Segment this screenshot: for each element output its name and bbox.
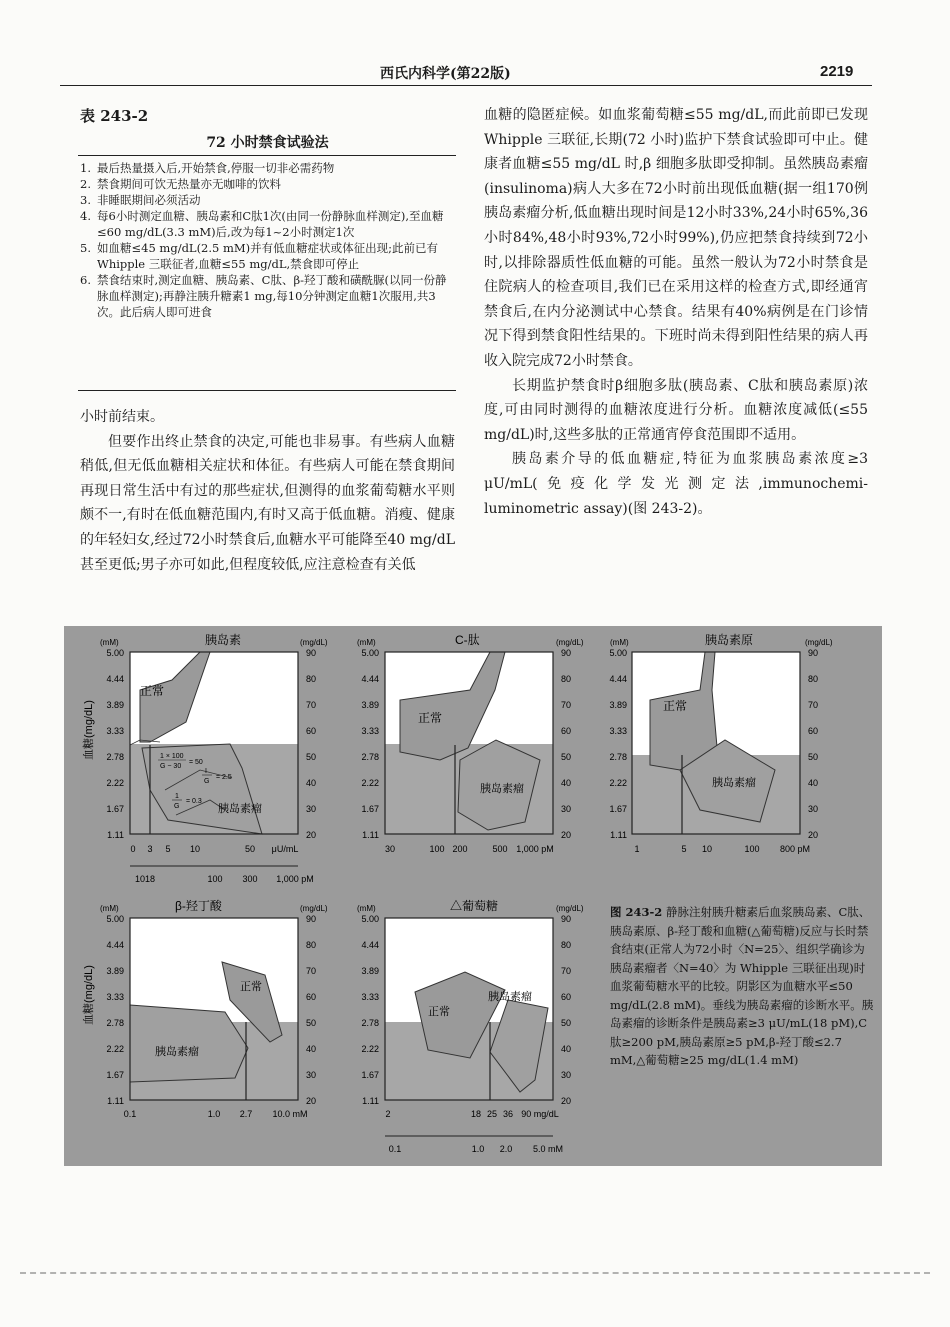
y2-tick-label: 90 bbox=[561, 914, 572, 924]
y2-tick-label: 70 bbox=[808, 700, 819, 710]
y2-tick-label: 50 bbox=[561, 752, 572, 762]
y-tick-label: 1.11 bbox=[362, 1096, 379, 1106]
y2-tick-label: 50 bbox=[306, 1018, 317, 1028]
y-tick-label: 2.78 bbox=[361, 1018, 379, 1028]
y-tick-label: 3.33 bbox=[609, 726, 627, 736]
x-tick-label: 5 bbox=[681, 844, 687, 854]
x-tick-label: 2 bbox=[385, 1109, 391, 1119]
y-tick-label: 2.78 bbox=[361, 752, 379, 762]
y-tick-label: 1.11 bbox=[610, 830, 627, 840]
y-tick-label: 1.67 bbox=[361, 1070, 379, 1080]
y2-tick-label: 80 bbox=[561, 940, 572, 950]
y2-tick-label: 40 bbox=[306, 778, 317, 788]
y2-tick-label: 40 bbox=[561, 1044, 572, 1054]
normal-label: 正常 bbox=[140, 684, 165, 698]
y-tick-label: 1.11 bbox=[362, 830, 379, 840]
y-tick-label: 2.22 bbox=[609, 778, 627, 788]
x-tick-label: 25 bbox=[486, 1109, 498, 1119]
x-tick-label: 10 bbox=[189, 844, 201, 854]
x-tick-label: 0 bbox=[130, 844, 136, 854]
normal-label: 正常 bbox=[663, 699, 688, 713]
normal-label: 正常 bbox=[418, 711, 443, 725]
body-paragraph: 长期监护禁食时β细胞多肽(胰岛素、C肽和胰岛素原)浓度,可由同时测得的血糖浓度进行分析。血糖浓度减低(≤55 mg/dL)时,这些多肽的正常通宵停食范围即不适用。 bbox=[484, 377, 868, 443]
x-tick-label: 10 bbox=[701, 844, 713, 854]
x-tick-label: 18 bbox=[470, 1109, 482, 1119]
x-tick-label: 1 bbox=[634, 844, 640, 854]
y-tick-label: 3.89 bbox=[361, 966, 379, 976]
y2-unit-label: (mg/dL) bbox=[805, 638, 833, 647]
y2-tick-label: 90 bbox=[306, 914, 317, 924]
x-tick-label: 500 bbox=[492, 844, 508, 854]
panel-insulin bbox=[81, 632, 328, 884]
x-tick-label: 100 bbox=[429, 844, 445, 854]
y-tick-label: 3.33 bbox=[106, 726, 124, 736]
body-paragraph: 胰岛素介导的低血糖症,特征为血浆胰岛素浓度≥3 μU/mL(免疫化学发光测定法,immunochemi-luminometric assay)(图 243-2)。 bbox=[484, 451, 868, 517]
y-tick-label: 1.67 bbox=[106, 1070, 124, 1080]
y-unit-label: (mM) bbox=[357, 904, 376, 913]
x-tick-label: 100 bbox=[744, 844, 760, 854]
y2-unit-label: (mg/dL) bbox=[556, 638, 584, 647]
x-unit-label: μU/mL bbox=[271, 844, 299, 854]
table-item: 2. 禁食期间可饮无热量亦无咖啡的饮料 bbox=[80, 177, 281, 191]
y2-tick-label: 20 bbox=[808, 830, 819, 840]
y-tick-label: 2.22 bbox=[361, 1044, 379, 1054]
y-tick-label: 3.33 bbox=[361, 726, 379, 736]
y2-unit-label: (mg/dL) bbox=[300, 638, 328, 647]
formula1-den: G − 30 bbox=[160, 763, 182, 770]
y-tick-label: 5.00 bbox=[609, 648, 627, 658]
y2-unit-label: (mg/dL) bbox=[300, 904, 328, 913]
x2-tick-label: 1.0 bbox=[471, 1144, 485, 1154]
y2-tick-label: 70 bbox=[306, 700, 317, 710]
body-paragraph: 但要作出终止禁食的决定,可能也非易事。有些病人血糖稍低,但无低血糖相关症状和体征。有些病人可能在禁食期间再现日常生活中有过的那些症状,但测得的血浆葡萄糖水平则颇不一,有时在低血糖范围内,有时又高于低血糖。消瘦、健康的年轻妇女,经过72小时禁食后,血糖水平可能降至40 mg/dL甚至更低;男子亦可如此,但程度较低,应注意检查有关低 bbox=[80, 433, 455, 573]
formula2-den: G bbox=[204, 778, 210, 785]
y-tick-label: 2.78 bbox=[609, 752, 627, 762]
y2-tick-label: 70 bbox=[561, 700, 572, 710]
y-tick-label: 2.22 bbox=[106, 778, 124, 788]
formula2-num: I bbox=[205, 768, 207, 775]
scan-edge-artifact bbox=[20, 1272, 930, 1274]
y2-tick-label: 90 bbox=[808, 648, 819, 658]
y-tick-label: 4.44 bbox=[106, 940, 124, 950]
y2-tick-label: 20 bbox=[561, 1096, 572, 1106]
figure-caption bbox=[610, 903, 876, 1070]
formula2-val: = 2.5 bbox=[216, 774, 232, 781]
y-tick-label: 2.78 bbox=[106, 1018, 124, 1028]
x2-tick-label: 2.0 bbox=[499, 1144, 513, 1154]
y2-tick-label: 60 bbox=[306, 992, 317, 1002]
y2-tick-label: 70 bbox=[561, 966, 572, 976]
formula3-den: G bbox=[174, 803, 180, 810]
formula1-num: 1 × 100 bbox=[160, 753, 184, 760]
x-tick-label: 2.7 bbox=[239, 1109, 253, 1119]
y2-tick-label: 40 bbox=[808, 778, 819, 788]
body-paragraph: 小时前结束。 bbox=[80, 409, 164, 425]
x-tick-label: 800 pM bbox=[779, 844, 811, 854]
x-tick-label: 1,000 pM bbox=[516, 844, 554, 854]
figure-caption-label: 图 243-2 bbox=[610, 905, 663, 919]
y-tick-label: 5.00 bbox=[361, 648, 379, 658]
formula1-val: = 50 bbox=[189, 759, 203, 766]
y-tick-label: 4.44 bbox=[106, 674, 124, 684]
y-tick-label: 3.89 bbox=[106, 966, 124, 976]
tumor-label: 胰岛素瘤 bbox=[480, 783, 524, 795]
formula3-num: 1 bbox=[175, 793, 179, 800]
table-number: 表 243-2 bbox=[80, 107, 149, 125]
y-tick-label: 5.00 bbox=[361, 914, 379, 924]
y-unit-label: (mM) bbox=[100, 638, 119, 647]
panel-beta-hydroxybutyrate bbox=[81, 899, 328, 1119]
body-paragraph: 血糖的隐匿症候。如血浆葡萄糖≤55 mg/dL,而此前即已发现 Whipple 三联征,长期(72 小时)监护下禁食试验即可中止。健康者血糖≤55 mg/dL 时,β 细胞多肽即受抑制。虽然胰岛素瘤(insulinoma)病人大多在72小时前出现低血糖(据一组170例胰岛素瘤分析,低血糖出现时间是12小时33%,24小时65%,36小时84%,48小时93%,72小时99%),仍应把禁食持续到72小时,以排除器质性低血糖的可能。虽然一般认为72小时禁食是住院病人的检查项目,我们已在采用这样的检查方式,即经通宵禁食后,在内分泌测试中心禁食。结果有40%病例是在门诊情况下得到禁食阳性结果的。下班时尚未得到阳性结果的病人再收入院完成72小时禁食。 bbox=[484, 107, 868, 369]
y2-tick-label: 20 bbox=[306, 830, 317, 840]
y-tick-label: 3.89 bbox=[106, 700, 124, 710]
y-tick-label: 4.44 bbox=[609, 674, 627, 684]
y-tick-label: 1.67 bbox=[609, 804, 627, 814]
table-item: 5. 如血糖≤45 mg/dL(2.5 mM)并有低血糖症状或体征出现;此前已有 Whipple 三联征者,血糖≤55 mg/dL,禁食即可停止 bbox=[80, 241, 439, 271]
table-item: 1. 最后热量摄入后,开始禁食,停服一切非必需药物 bbox=[80, 161, 335, 175]
y-unit-label: (mM) bbox=[357, 638, 376, 647]
x2-tick-label: 300 bbox=[242, 874, 258, 884]
normal-label: 正常 bbox=[240, 981, 262, 993]
x-tick-label: 200 bbox=[452, 844, 468, 854]
table-item: 3. 非睡眠期间必须活动 bbox=[80, 193, 201, 207]
y-tick-label: 5.00 bbox=[106, 648, 124, 658]
y2-tick-label: 70 bbox=[306, 966, 317, 976]
y-tick-label: 2.22 bbox=[106, 1044, 124, 1054]
x-tick-label: 90 mg/dL bbox=[521, 1109, 559, 1119]
y2-tick-label: 80 bbox=[306, 940, 317, 950]
table-title: 72 小时禁食试验法 bbox=[206, 135, 329, 151]
y2-tick-label: 40 bbox=[306, 1044, 317, 1054]
x2-tick-label: 100 bbox=[207, 874, 223, 884]
y2-tick-label: 90 bbox=[306, 648, 317, 658]
x-tick-label: 36 bbox=[502, 1109, 514, 1119]
y-tick-label: 1.11 bbox=[107, 830, 124, 840]
panel-proinsulin bbox=[609, 632, 832, 854]
y-tick-label: 3.33 bbox=[106, 992, 124, 1002]
page-number: 2219 bbox=[820, 63, 854, 80]
y2-tick-label: 50 bbox=[306, 752, 317, 762]
x-tick-label: 3 bbox=[147, 844, 153, 854]
y2-tick-label: 30 bbox=[561, 804, 572, 814]
x2-tick-label: 0.1 bbox=[388, 1144, 402, 1154]
x-tick-label: 1.0 bbox=[207, 1109, 221, 1119]
y2-tick-label: 60 bbox=[808, 726, 819, 736]
y-tick-label: 3.89 bbox=[609, 700, 627, 710]
x-tick-label: 30 bbox=[384, 844, 396, 854]
y2-tick-label: 30 bbox=[808, 804, 819, 814]
y-axis-title: 血糖(mg/dL) bbox=[83, 965, 95, 1025]
normal-label: 正常 bbox=[428, 1006, 450, 1018]
y2-tick-label: 40 bbox=[561, 778, 572, 788]
y-tick-label: 4.44 bbox=[361, 674, 379, 684]
tumor-label: 胰岛素瘤 bbox=[712, 777, 756, 789]
panel-cpeptide bbox=[357, 632, 584, 854]
y2-tick-label: 30 bbox=[306, 1070, 317, 1080]
running-header-title: 西氏内科学(第22版) bbox=[380, 66, 511, 82]
y-axis-title: 血糖(mg/dL) bbox=[83, 700, 95, 760]
y-tick-label: 1.11 bbox=[107, 1096, 124, 1106]
y2-tick-label: 60 bbox=[561, 992, 572, 1002]
y-unit-label: (mM) bbox=[100, 904, 119, 913]
y2-tick-label: 50 bbox=[561, 1018, 572, 1028]
x-tick-label: 50 bbox=[244, 844, 256, 854]
formula3-val: = 0.3 bbox=[186, 798, 202, 805]
panel-title: 胰岛素 bbox=[205, 633, 242, 647]
y2-tick-label: 80 bbox=[561, 674, 572, 684]
y2-tick-label: 30 bbox=[561, 1070, 572, 1080]
y2-tick-label: 90 bbox=[561, 648, 572, 658]
panel-title: β-羟丁酸 bbox=[175, 899, 222, 913]
x2-tick-label: 5.0 mM bbox=[532, 1144, 564, 1154]
y2-tick-label: 30 bbox=[306, 804, 317, 814]
y-tick-label: 2.78 bbox=[106, 752, 124, 762]
tumor-label: 胰岛素瘤 bbox=[218, 803, 262, 815]
y-tick-label: 3.89 bbox=[361, 700, 379, 710]
panel-title: 胰岛素原 bbox=[705, 633, 754, 647]
y2-tick-label: 20 bbox=[561, 830, 572, 840]
x-tick-label: 10.0 mM bbox=[272, 1109, 308, 1119]
y2-tick-label: 60 bbox=[561, 726, 572, 736]
tumor-label: 胰岛素瘤 bbox=[488, 991, 532, 1003]
y-tick-label: 1.67 bbox=[361, 804, 379, 814]
x-tick-label: 5 bbox=[165, 844, 171, 854]
tumor-label: 胰岛素瘤 bbox=[155, 1046, 199, 1058]
y2-tick-label: 50 bbox=[808, 752, 819, 762]
panel-title: C-肽 bbox=[455, 633, 480, 647]
y-tick-label: 2.22 bbox=[361, 778, 379, 788]
table-item: 6. 禁食结束时,测定血糖、胰岛素、C肽、β-羟丁酸和磺酰脲(以同一份静脉血样测定);再静注胰升糖素1 mg,每10分钟测定血糖1次服用,共3次。此后病人即可进食 bbox=[80, 273, 447, 319]
table-item: 4. 每6小时测定血糖、胰岛素和C肽1次(由同一份静脉血样测定),至血糖≤60 mg/dL(3.3 mM)后,改为每1~2小时测定1次 bbox=[80, 209, 444, 239]
x-tick-label: 0.1 bbox=[123, 1109, 137, 1119]
y2-tick-label: 60 bbox=[306, 726, 317, 736]
y-unit-label: (mM) bbox=[610, 638, 629, 647]
y-tick-label: 5.00 bbox=[106, 914, 124, 924]
y2-unit-label: (mg/dL) bbox=[556, 904, 584, 913]
figure-caption-text: 静脉注射胰升糖素后血浆胰岛素、C肽、胰岛素原、β-羟丁酸和血糖(△葡萄糖)反应与长时禁食结束(正常人为72小时〈N=25〉、组织学确诊为胰岛素瘤者〈N=40〉为 Whipple 三联征出现)时血浆葡萄糖水平的比较。阴影区为血糖水平≤50 mg/dL(2.8 mM)。垂线为胰岛素瘤的诊断水平。胰岛素瘤的诊断条件是胰岛素≥3 μU/mL(18 pM),C肽≥200 pM,胰岛素原≥5 pM,β-羟丁酸≤2.7 mM,△葡萄糖≥25 mg/dL(1.4 mM) bbox=[610, 905, 874, 1067]
y-tick-label: 3.33 bbox=[361, 992, 379, 1002]
y2-tick-label: 80 bbox=[808, 674, 819, 684]
y-tick-label: 4.44 bbox=[361, 940, 379, 950]
panel-delta-glucose bbox=[357, 898, 584, 1154]
x2-tick-label: 1018 bbox=[134, 874, 156, 884]
y2-tick-label: 80 bbox=[306, 674, 317, 684]
x2-tick-label: 1,000 pM bbox=[276, 874, 314, 884]
y2-tick-label: 20 bbox=[306, 1096, 317, 1106]
panel-title: △葡萄糖 bbox=[450, 899, 499, 913]
y-tick-label: 1.67 bbox=[106, 804, 124, 814]
